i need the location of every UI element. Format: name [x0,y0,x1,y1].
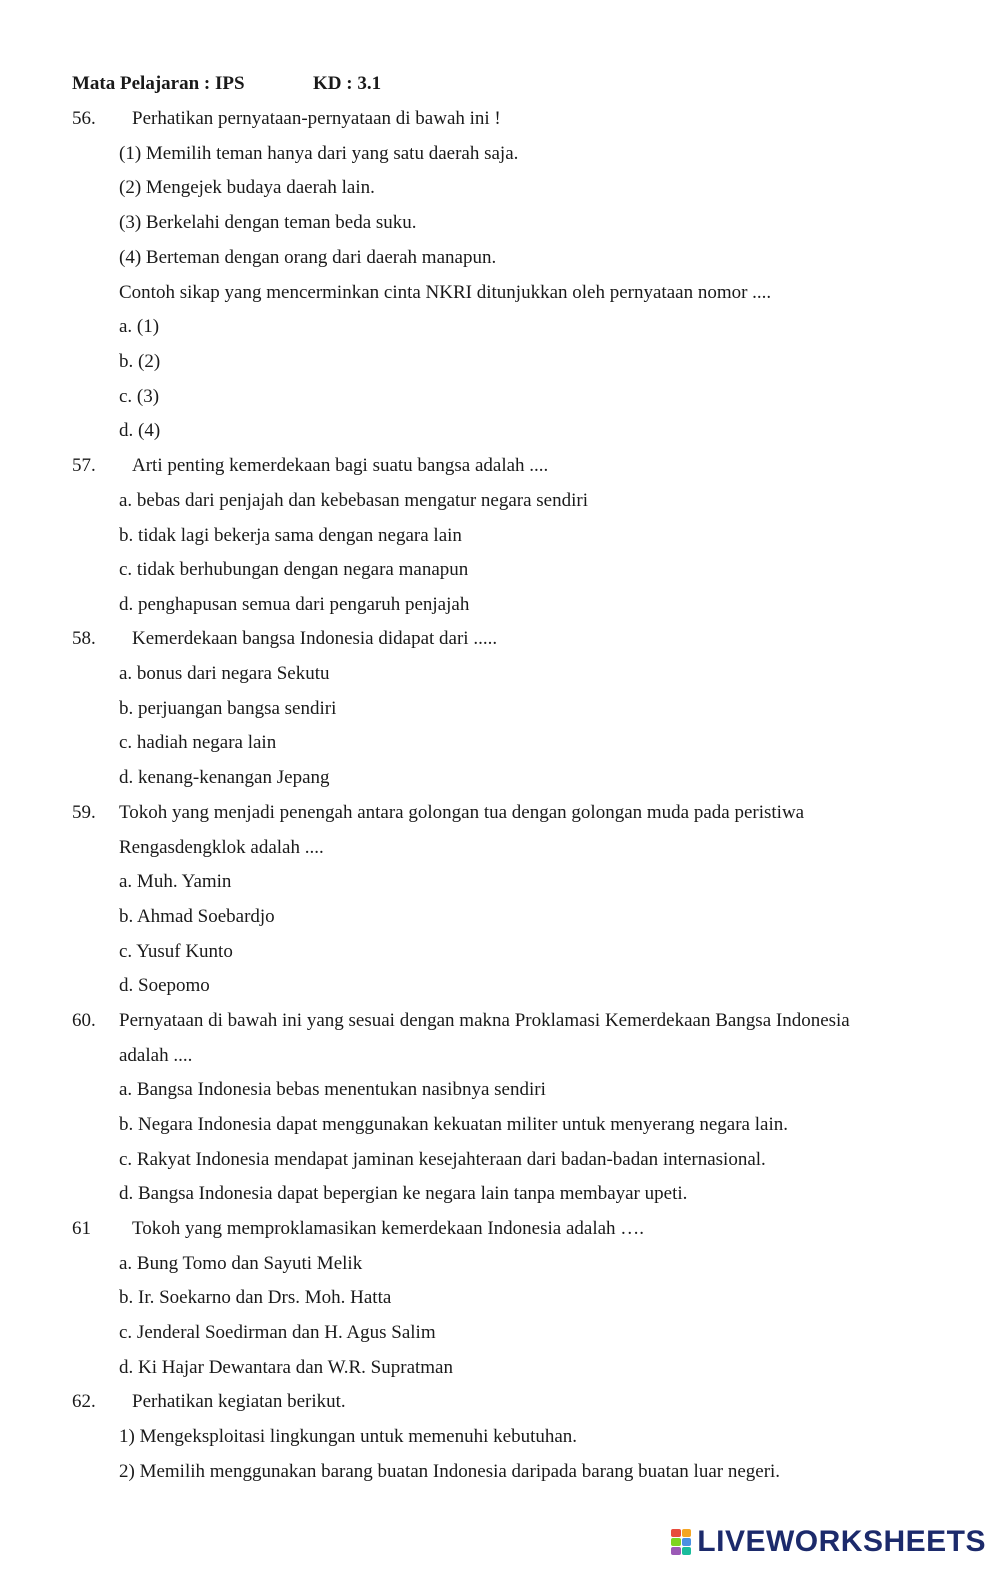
question-62-statement-1: 1) Mengeksploitasi lingkungan untuk memenuhi kebutuhan. [119,1426,578,1447]
logo-block [682,1538,692,1546]
logo-block [682,1547,692,1555]
question-60-option-d[interactable]: d. Bangsa Indonesia dapat bepergian ke negara lain tanpa membayar upeti. [119,1183,688,1204]
question-56-option-b[interactable]: b. (2) [119,351,161,372]
question-56-statement-3: (3) Berkelahi dengan teman beda suku. [119,212,417,233]
question-61-text: Tokoh yang memproklamasikan kemerdekaan Indonesia adalah …. [132,1218,645,1239]
question-56-statement-2: (2) Mengejek budaya daerah lain. [119,177,375,198]
question-61-number: 61 [72,1218,91,1239]
kd-label: KD : 3.1 [313,73,382,94]
question-57-option-b[interactable]: b. tidak lagi bekerja sama dengan negara lain [119,525,462,546]
question-62-statement-2: 2) Memilih menggunakan barang buatan Indonesia daripada barang buatan luar negeri. [119,1461,781,1482]
question-56-text: Perhatikan pernyataan-pernyataan di bawah ini ! [132,108,501,129]
liveworksheets-logo-icon [671,1529,691,1555]
subject-label: Mata Pelajaran : IPS [72,73,245,94]
logo-block [671,1547,681,1555]
question-57-option-d[interactable]: d. penghapusan semua dari pengaruh penjajah [119,594,470,615]
question-57-text: Arti penting kemerdekaan bagi suatu bangsa adalah .... [132,455,549,476]
question-56-prompt: Contoh sikap yang mencerminkan cinta NKRI ditunjukkan oleh pernyataan nomor .... [119,282,772,303]
question-57-option-c[interactable]: c. tidak berhubungan dengan negara manapun [119,559,469,580]
question-56-statement-1: (1) Memilih teman hanya dari yang satu daerah saja. [119,143,519,164]
question-58-text: Kemerdekaan bangsa Indonesia didapat dari ..... [132,628,498,649]
question-61-option-a[interactable]: a. Bung Tomo dan Sayuti Melik [119,1253,363,1274]
question-61-option-d[interactable]: d. Ki Hajar Dewantara dan W.R. Supratman [119,1357,453,1378]
question-58-option-d[interactable]: d. kenang-kenangan Jepang [119,767,330,788]
question-59-option-a[interactable]: a. Muh. Yamin [119,871,232,892]
question-58-option-a[interactable]: a. bonus dari negara Sekutu [119,663,330,684]
question-56-statement-4: (4) Berteman dengan orang dari daerah manapun. [119,247,497,268]
logo-block [682,1529,692,1537]
question-58-option-c[interactable]: c. hadiah negara lain [119,732,277,753]
logo-block [671,1529,681,1537]
question-57-option-a[interactable]: a. bebas dari penjajah dan kebebasan mengatur negara sendiri [119,490,588,511]
question-59-text: Tokoh yang menjadi penengah antara golongan tua dengan golongan muda pada peristiwa [119,802,805,823]
question-56-option-a[interactable]: a. (1) [119,316,160,337]
question-61-option-b[interactable]: b. Ir. Soekarno dan Drs. Moh. Hatta [119,1287,392,1308]
question-58-number: 58. [72,628,96,649]
logo-block [671,1538,681,1546]
question-56-option-c[interactable]: c. (3) [119,386,160,407]
question-57-number: 57. [72,455,96,476]
question-56-number: 56. [72,108,96,129]
question-59-option-d[interactable]: d. Soepomo [119,975,210,996]
liveworksheets-logo[interactable] [671,1525,986,1559]
question-59-option-c[interactable]: c. Yusuf Kunto [119,941,233,962]
question-61-option-c[interactable]: c. Jenderal Soedirman dan H. Agus Salim [119,1322,436,1343]
question-56-option-d[interactable]: d. (4) [119,420,161,441]
question-58-option-b[interactable]: b. perjuangan bangsa sendiri [119,698,337,719]
question-59-option-b[interactable]: b. Ahmad Soebardjo [119,906,275,927]
question-60-option-a[interactable]: a. Bangsa Indonesia bebas menentukan nasibnya sendiri [119,1079,546,1100]
question-60-number: 60. [72,1010,96,1031]
question-59-number: 59. [72,802,96,823]
question-60-text: Pernyataan di bawah ini yang sesuai dengan makna Proklamasi Kemerdekaan Bangsa Indonesia [119,1010,850,1031]
liveworksheets-logo-text: LIVEWORKSHEETS [697,1525,986,1558]
question-60-option-c[interactable]: c. Rakyat Indonesia mendapat jaminan kesejahteraan dari badan-badan internasional. [119,1149,766,1170]
question-60-option-b[interactable]: b. Negara Indonesia dapat menggunakan kekuatan militer untuk menyerang negara lain. [119,1114,788,1135]
question-62-number: 62. [72,1391,96,1412]
question-60-text-continued: adalah .... [119,1045,193,1066]
question-59-text-continued: Rengasdengklok adalah .... [119,837,324,858]
question-62-text: Perhatikan kegiatan berikut. [132,1391,346,1412]
